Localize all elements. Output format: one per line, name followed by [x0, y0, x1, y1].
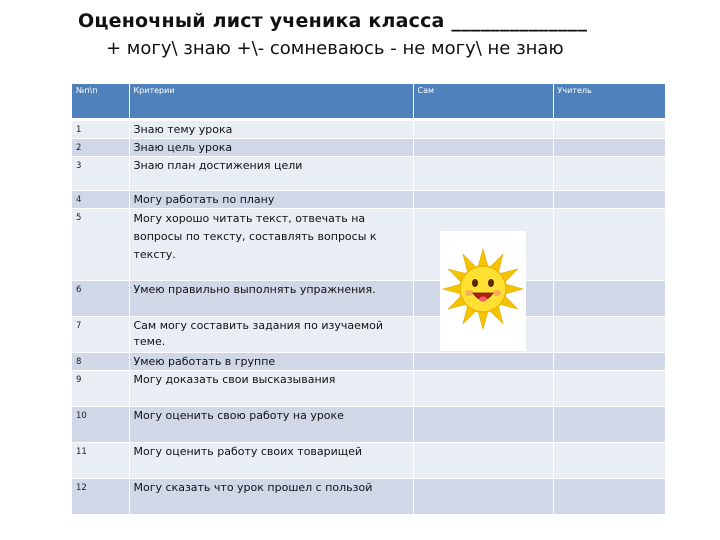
column-header-self: Сам — [413, 84, 553, 120]
sheet-title: Оценочный лист ученика класса ______________ — [78, 10, 588, 32]
self-score-cell[interactable] — [413, 157, 553, 191]
criterion-text: Могу работать по плану — [129, 191, 413, 209]
criterion-text: Знаю план достижения цели — [129, 157, 413, 191]
assessment-sheet — [72, 84, 665, 514]
self-score-cell[interactable] — [413, 407, 553, 443]
row-number: 4 — [72, 191, 129, 209]
teacher-score-cell[interactable] — [553, 209, 665, 281]
teacher-score-cell[interactable] — [553, 281, 665, 317]
row-number: 12 — [72, 479, 129, 515]
row-number: 1 — [72, 120, 129, 139]
criterion-text: Умею работать в группе — [129, 353, 413, 371]
table-row — [72, 443, 665, 479]
row-number: 7 — [72, 317, 129, 353]
table-row — [72, 157, 665, 191]
column-header-criteria: Критерии — [129, 84, 413, 120]
teacher-score-cell[interactable] — [553, 407, 665, 443]
criterion-text: Знаю цель урока — [129, 139, 413, 157]
table-row — [72, 191, 665, 209]
table-row — [72, 317, 665, 353]
teacher-score-cell[interactable] — [553, 157, 665, 191]
smiling-sun-icon — [440, 231, 526, 351]
criterion-text: Могу сказать что урок прошел с пользой — [129, 479, 413, 515]
criterion-text: Могу оценить свою работу на уроке — [129, 407, 413, 443]
table-row — [72, 479, 665, 515]
teacher-score-cell[interactable] — [553, 191, 665, 209]
row-number: 5 — [72, 209, 129, 281]
self-score-cell[interactable] — [413, 443, 553, 479]
self-score-cell[interactable] — [413, 191, 553, 209]
row-number: 9 — [72, 371, 129, 407]
row-number: 10 — [72, 407, 129, 443]
table-row — [72, 371, 665, 407]
table-row — [72, 139, 665, 157]
self-score-cell[interactable] — [413, 371, 553, 407]
row-number: 3 — [72, 157, 129, 191]
teacher-score-cell[interactable] — [553, 353, 665, 371]
self-score-cell[interactable] — [413, 120, 553, 139]
self-score-cell[interactable] — [413, 353, 553, 371]
criterion-text: Умею правильно выполнять упражнения. — [129, 281, 413, 317]
criterion-text: Сам могу составить задания по изучаемой теме. — [129, 317, 413, 353]
column-header-number: №п\п — [72, 84, 129, 120]
criterion-text: Могу доказать свои высказывания — [129, 371, 413, 407]
row-number: 11 — [72, 443, 129, 479]
self-score-cell[interactable] — [413, 479, 553, 515]
teacher-score-cell[interactable] — [553, 443, 665, 479]
teacher-score-cell[interactable] — [553, 317, 665, 353]
criterion-text: Могу оценить работу своих товарищей — [129, 443, 413, 479]
criterion-text: Могу хорошо читать текст, отвечать на вопросы по тексту, составлять вопросы к тексту. — [129, 209, 413, 281]
self-score-cell[interactable] — [413, 139, 553, 157]
teacher-score-cell[interactable] — [553, 479, 665, 515]
assessment-table — [72, 84, 666, 515]
table-header-row — [72, 84, 665, 120]
teacher-score-cell[interactable] — [553, 139, 665, 157]
table-row — [72, 281, 665, 317]
row-number: 8 — [72, 353, 129, 371]
table-row — [72, 209, 665, 281]
row-number: 2 — [72, 139, 129, 157]
teacher-score-cell[interactable] — [553, 371, 665, 407]
column-header-teacher: Учитель — [553, 84, 665, 120]
table-row — [72, 407, 665, 443]
criterion-text: Знаю тему урока — [129, 120, 413, 139]
row-number: 6 — [72, 281, 129, 317]
teacher-score-cell[interactable] — [553, 120, 665, 139]
rating-legend: + могу\ знаю +\- сомневаюсь - не могу\ не знаю — [106, 38, 564, 59]
table-row — [72, 353, 665, 371]
table-row — [72, 120, 665, 139]
